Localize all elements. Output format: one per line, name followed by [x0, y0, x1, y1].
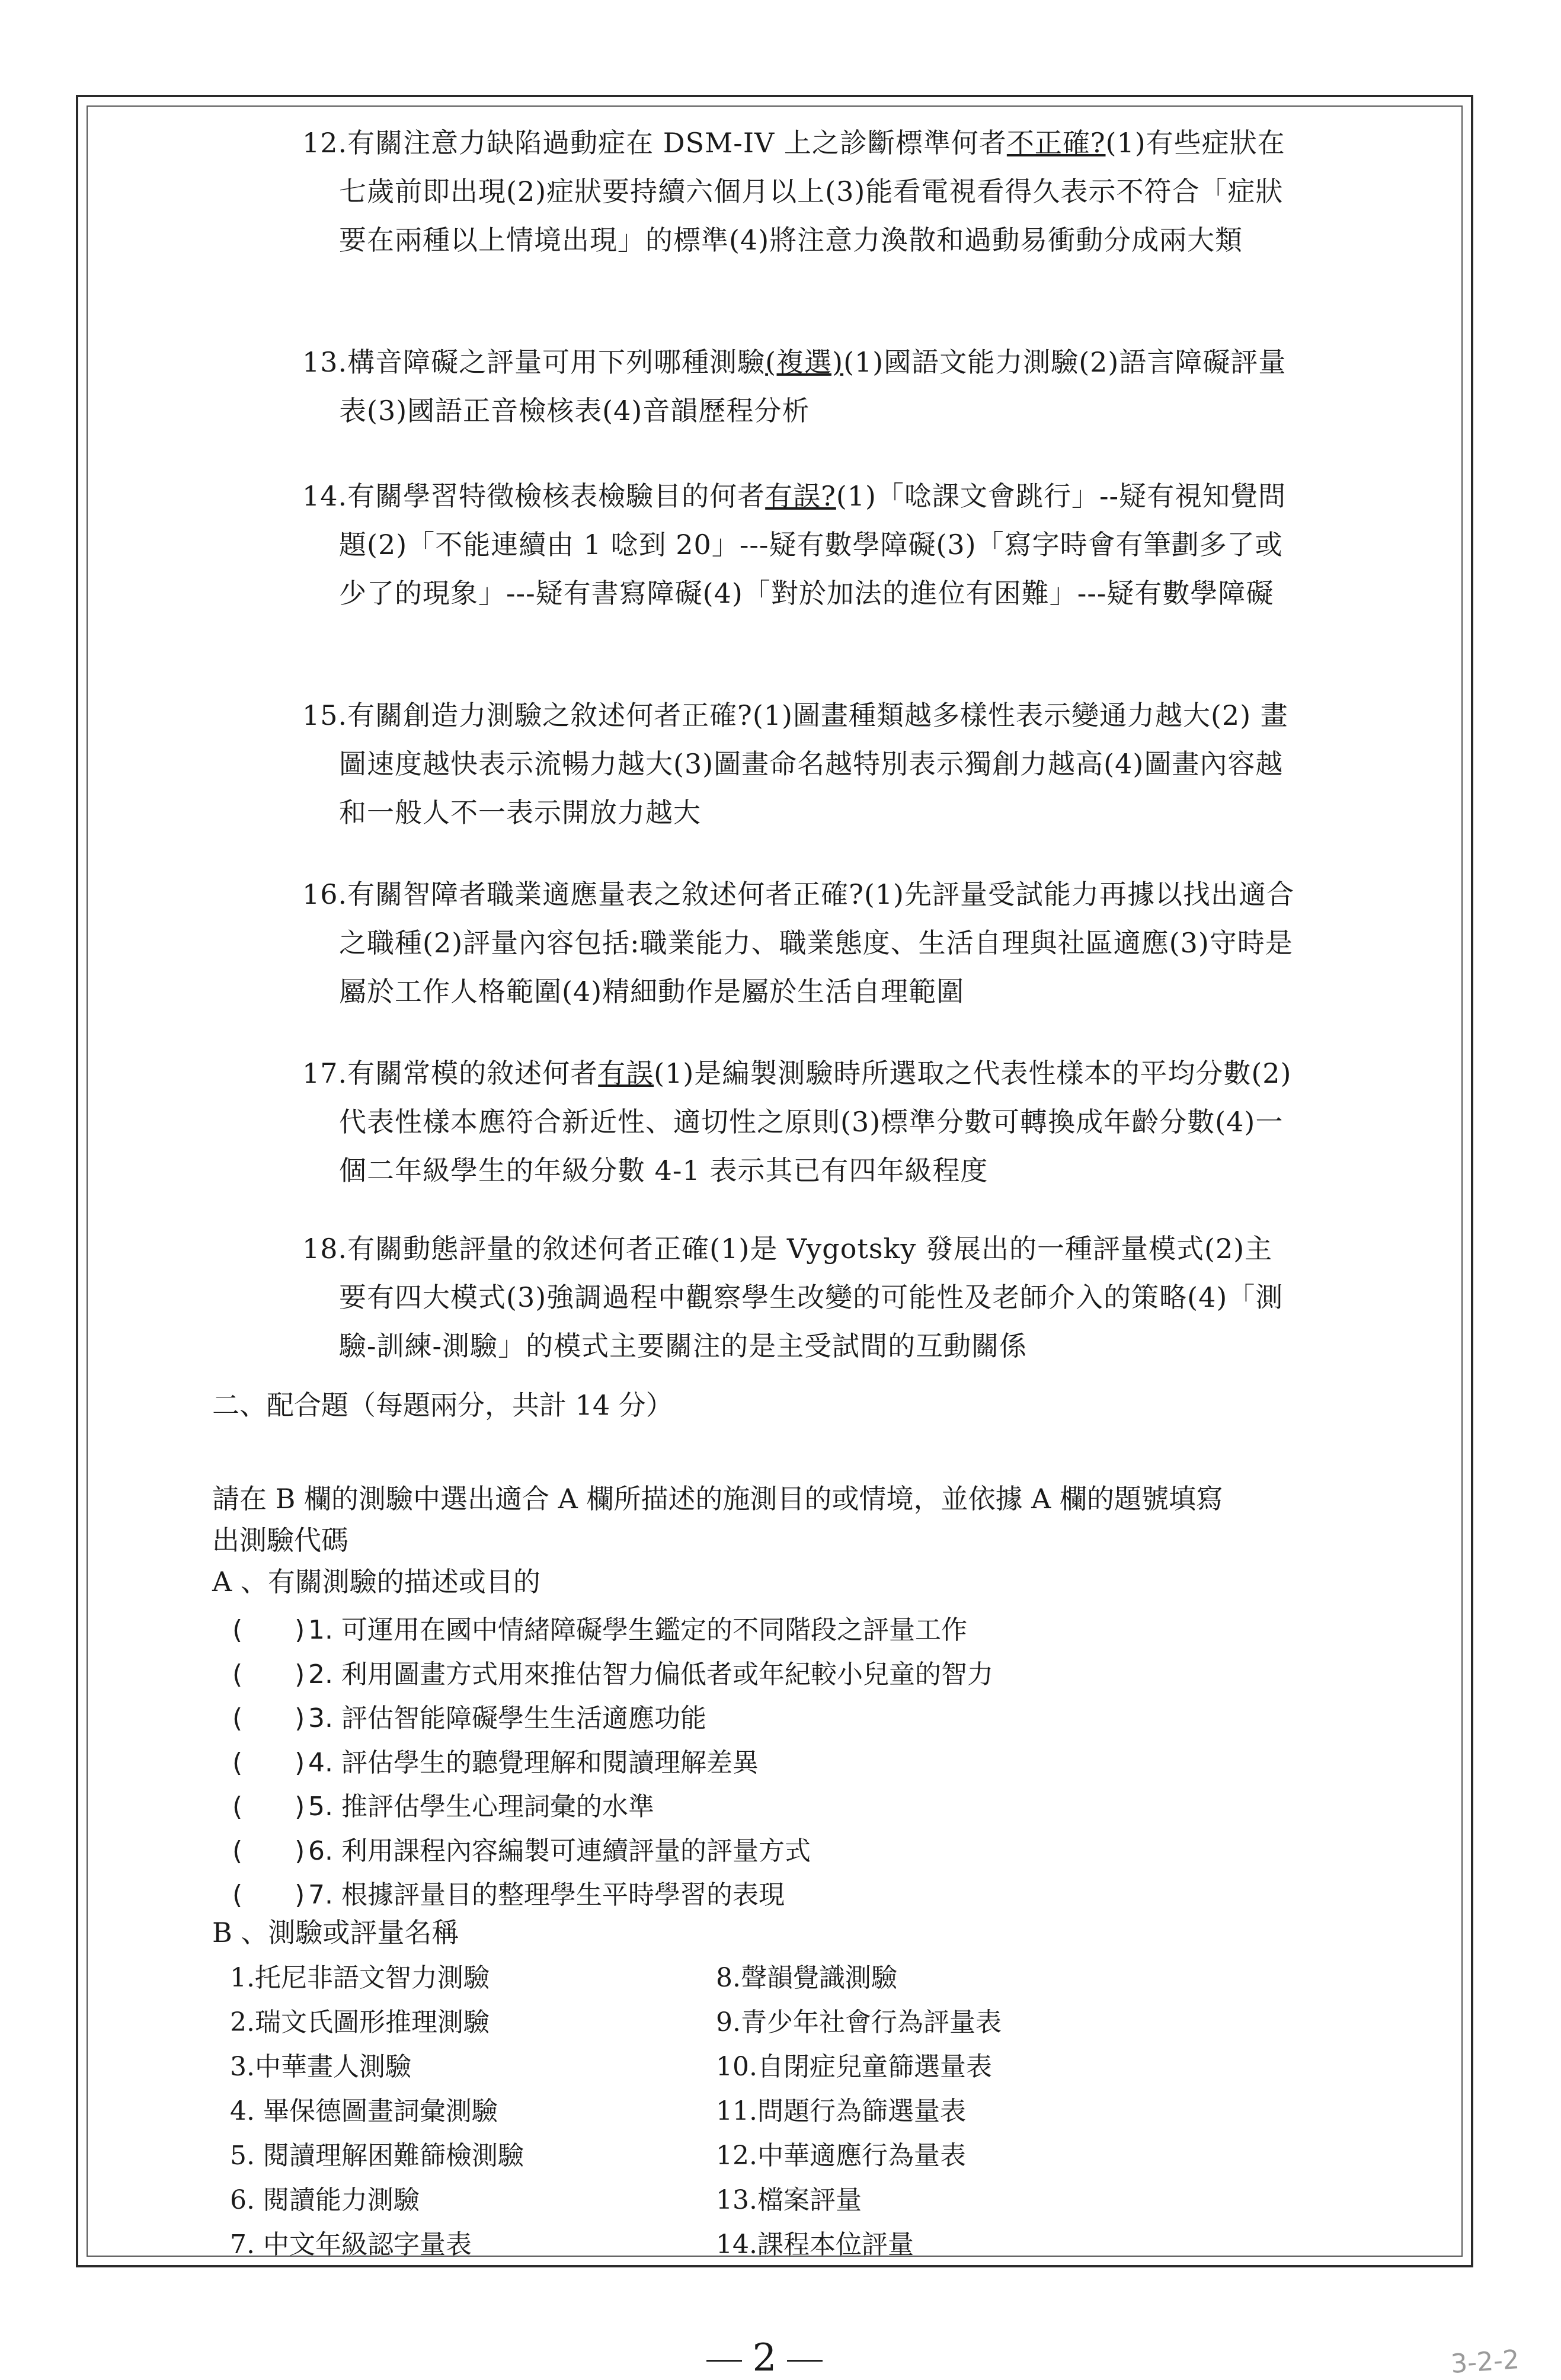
question-text: 12.有關注意力缺陷過動症在 DSM-IV 上之診斷標準何者: [302, 127, 1007, 159]
question-text: (1)是編製測驗時所選取之代表性樣本的平均分數(2)代表性樣本應符合新近性、適切性之原則(3)標準分數可轉換成年齡分數(4)一個二年級學生的年級分數 4-1 表示其已有四年級程度: [339, 1057, 1292, 1186]
test-name: 12.中華適應行為量表: [716, 2141, 966, 2171]
question-text: 15.有關創造力測驗之敘述何者正確?(1)圖畫種類越多樣性表示變通力越大(2) 畫圖速度越快表示流暢力越大(3)圖畫命名越特別表示獨創力越高(4)圖畫內容越和一般人不一表示開放力越大: [302, 699, 1288, 828]
section-heading: 二、配合題（每題兩分，共計 14 分）: [212, 1389, 673, 1421]
question-emphasis: 不正確?: [1006, 127, 1106, 159]
test-name: 11.問題行為篩選量表: [716, 2096, 966, 2126]
question-12: [302, 119, 1299, 264]
item-text: 3. 評估智能障礙學生生活適應功能: [308, 1703, 706, 1733]
test-name: 4. 畢保德圖畫詞彙測驗: [230, 2096, 498, 2126]
test-name: 13.檔案評量: [716, 2185, 862, 2215]
item-text: 1. 可運用在國中情緒障礙學生鑑定的不同階段之評量工作: [308, 1615, 967, 1645]
answer-blank[interactable]: ( ): [232, 1747, 305, 1778]
item-text: 5. 推評估學生心理詞彙的水準: [308, 1792, 654, 1822]
question-text: 13.構音障礙之評量可用下列哪種測驗: [302, 346, 766, 378]
item-text: 6. 利用課程內容編製可連續評量的評量方式: [308, 1835, 811, 1866]
section-instructions: 請在 B 欄的測驗中選出適合 A 欄所描述的施測目的或情境，並依據 A 欄的題號填寫出測驗代碼: [212, 1483, 1223, 1556]
test-name: 5. 閱讀理解困難篩檢測驗: [230, 2141, 524, 2171]
column-a-list: [232, 1608, 993, 1918]
question-emphasis: (複選): [765, 346, 844, 378]
answer-blank[interactable]: ( ): [232, 1659, 305, 1690]
column-a-item: [232, 1873, 993, 1918]
question-16: [302, 870, 1299, 1016]
test-name: 10.自閉症兒童篩選量表: [716, 2052, 992, 2082]
page-number-dash: [706, 2360, 742, 2362]
question-18: [302, 1224, 1299, 1370]
column-a-item: [232, 1741, 993, 1786]
test-name: 14.課程本位評量: [716, 2229, 914, 2260]
test-name: 7. 中文年級認字量表: [230, 2229, 472, 2260]
question-text: (1)有些症狀在七歲前即出現(2)症狀要持續六個月以上(3)能看電視看得久表示不符合「症狀要在兩種以上情境出現」的標準(4)將注意力渙散和過動易衝動分成兩大類: [339, 127, 1285, 256]
column-a-item: [232, 1697, 993, 1741]
column-b-list-left: [230, 1956, 524, 2267]
question-emphasis: 有誤?: [765, 480, 836, 512]
column-a-item: [232, 1608, 993, 1653]
test-name: 2.瑞文氏圖形推理測驗: [230, 2007, 490, 2037]
item-text: 4. 評估學生的聽覺理解和閱讀理解差異: [308, 1747, 759, 1778]
column-a-item: [232, 1829, 993, 1874]
question-17: [302, 1049, 1299, 1195]
column-b-list-right: [716, 1956, 1002, 2267]
test-name: 9.青少年社會行為評量表: [716, 2007, 1002, 2037]
question-15: [302, 691, 1299, 837]
page-number: [687, 2337, 842, 2379]
margin-handwritten-note: 3-2-2: [1450, 2344, 1521, 2379]
test-name: 1.托尼非語文智力測驗: [230, 1963, 490, 1993]
column-a-heading: A 、有關測驗的描述或目的: [212, 1566, 540, 1598]
test-name: 3.中華畫人測驗: [230, 2052, 411, 2082]
question-emphasis: 有誤: [598, 1057, 654, 1089]
answer-blank[interactable]: ( ): [232, 1880, 305, 1910]
page-number-dash: [787, 2360, 823, 2362]
question-text: (1)「唸課文會跳行」--疑有視知覺問題(2)「不能連續由 1 唸到 20」---疑有數學障礙(3)「寫字時會有筆劃多了或少了的現象」---疑有書寫障礙(4)「對於加法的進位有困難」---疑有數學障礙: [339, 480, 1287, 609]
test-name: 6. 閱讀能力測驗: [230, 2185, 420, 2215]
question-text: 16.有關智障者職業適應量表之敘述何者正確?(1)先評量受試能力再據以找出適合之職種(2)評量內容包括:職業能力、職業態度、生活自理與社區適應(3)守時是屬於工作人格範圍(4)精細動作是屬於生活自理範圍: [302, 878, 1294, 1007]
answer-blank[interactable]: ( ): [232, 1615, 305, 1645]
question-13: [302, 338, 1299, 435]
answer-blank[interactable]: ( ): [232, 1835, 305, 1866]
column-b-heading: B 、測驗或評量名稱: [212, 1917, 459, 1949]
answer-blank[interactable]: ( ): [232, 1792, 305, 1822]
column-a-item: [232, 1785, 993, 1829]
answer-blank[interactable]: ( ): [232, 1703, 305, 1733]
question-text: 18.有關動態評量的敘述何者正確(1)是 Vygotsky 發展出的一種評量模式(2)主要有四大模式(3)強調過程中觀察學生改變的可能性及老師介入的策略(4)「測驗-訓練-測驗」的模式主要關注的是主受試間的互動關係: [302, 1233, 1284, 1362]
test-name: 8.聲韻覺識測驗: [716, 1963, 897, 1993]
question-text: 17.有關常模的敘述何者: [302, 1057, 599, 1089]
question-text: (1)國語文能力測驗(2)語言障礙評量表(3)國語正音檢核表(4)音韻歷程分析: [339, 346, 1287, 427]
item-text: 2. 利用圖畫方式用來推估智力偏低者或年紀較小兒童的智力: [308, 1659, 993, 1690]
question-text: 14.有關學習特徵檢核表檢驗目的何者: [302, 480, 766, 512]
question-14: [302, 472, 1299, 618]
item-text: 7. 根據評量目的整理學生平時學習的表現: [308, 1880, 785, 1910]
page-number-value: 2: [752, 2336, 777, 2380]
column-a-item: [232, 1653, 993, 1697]
